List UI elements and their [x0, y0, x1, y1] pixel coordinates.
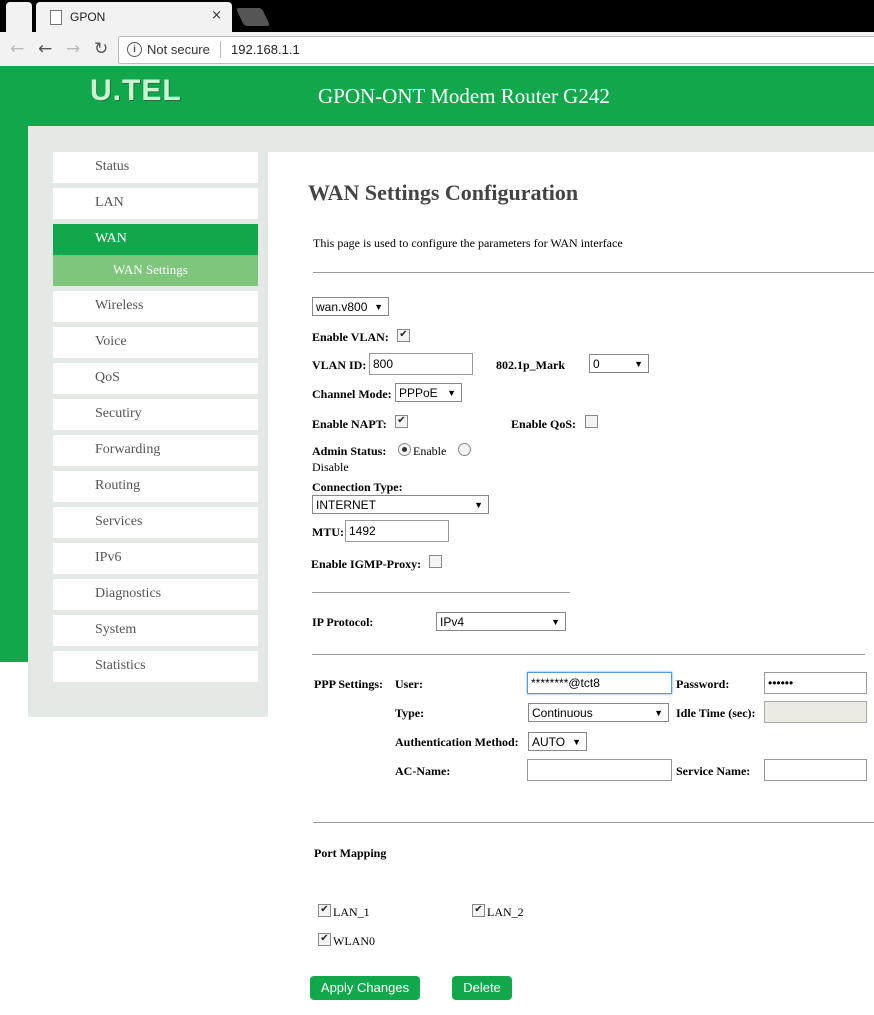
divider	[313, 822, 874, 823]
lan2-label: LAN_2	[487, 905, 524, 919]
password-label: Password:	[676, 677, 730, 691]
close-icon[interactable]: ×	[211, 8, 222, 23]
chevron-down-icon: ▼	[374, 302, 383, 312]
sidebar-item-statistics[interactable]: Statistics	[53, 651, 258, 682]
sidebar-item-status[interactable]: Status	[53, 152, 258, 183]
ip-protocol-select[interactable]	[436, 612, 566, 631]
browser-tab-strip	[0, 0, 874, 32]
chevron-down-icon: ▼	[474, 500, 483, 510]
type-label: Type:	[395, 706, 425, 720]
auth-method-select[interactable]	[528, 732, 587, 751]
auth-method-value: AUTO	[532, 735, 566, 749]
new-tab-button[interactable]	[236, 8, 270, 26]
divider	[312, 654, 865, 655]
sidebar-item-qos[interactable]: QoS	[53, 363, 258, 394]
idle-time-label: Idle Time (sec):	[676, 706, 756, 720]
divider	[312, 592, 570, 593]
vlan-id-label: VLAN ID:	[312, 358, 367, 372]
back-arrow-icon[interactable]: ←	[38, 39, 53, 59]
service-name-input[interactable]	[764, 759, 867, 781]
channel-mode-value: PPPoE	[399, 386, 438, 400]
type-select[interactable]	[528, 703, 669, 722]
admin-status-label: Admin Status:	[312, 444, 387, 458]
sidebar-item-wireless[interactable]: Wireless	[53, 291, 258, 322]
browser-tab[interactable]	[36, 2, 232, 32]
apply-changes-button[interactable]: Apply Changes	[310, 976, 420, 1000]
sidebar-item-security[interactable]: Secutiry	[53, 399, 258, 430]
enable-vlan-label: Enable VLAN:	[312, 330, 389, 344]
divider	[313, 272, 874, 273]
green-side-strip	[0, 126, 28, 662]
router-header	[0, 66, 874, 126]
igmp-proxy-label: Enable IGMP-Proxy:	[311, 557, 422, 571]
enable-napt-checkbox[interactable]: ✔	[395, 415, 408, 428]
admin-disable-radio[interactable]	[458, 443, 471, 456]
user-input[interactable]: ********@tct8	[527, 672, 672, 694]
page-icon	[50, 10, 62, 25]
ip-protocol-value: IPv4	[440, 615, 465, 629]
enable-qos-checkbox[interactable]	[585, 415, 598, 428]
sidebar-item-routing[interactable]: Routing	[53, 471, 258, 502]
enable-qos-label: Enable QoS:	[511, 417, 577, 431]
url-input[interactable]	[118, 36, 874, 64]
chevron-down-icon: ▼	[551, 617, 560, 627]
vlan-id-input[interactable]: 800	[369, 353, 473, 375]
lan1-checkbox[interactable]: ✔	[318, 904, 331, 917]
url-text: 192.168.1.1	[231, 42, 300, 57]
channel-mode-select[interactable]	[395, 383, 462, 402]
sidebar-item-wan[interactable]: WAN	[53, 224, 258, 255]
service-name-label: Service Name:	[676, 764, 751, 778]
page-title: WAN Settings Configuration	[308, 180, 579, 205]
mtu-label: MTU:	[312, 525, 344, 539]
ac-name-label: AC-Name:	[395, 764, 451, 778]
admin-disable-label: Disable	[312, 460, 349, 474]
connection-type-value: INTERNET	[316, 498, 376, 512]
auth-method-label: Authentication Method:	[395, 735, 519, 749]
lan1-label: LAN_1	[333, 905, 370, 919]
channel-mode-label: Channel Mode:	[312, 387, 392, 401]
delete-button[interactable]: Delete	[452, 976, 512, 1000]
info-icon[interactable]: i	[127, 42, 142, 57]
lan2-checkbox[interactable]: ✔	[472, 904, 485, 917]
chevron-down-icon: ▼	[572, 737, 581, 747]
background-tab[interactable]	[6, 2, 32, 32]
mark-select[interactable]	[589, 354, 649, 373]
mark-label: 802.1p_Mark	[496, 358, 565, 372]
main-content	[268, 152, 874, 1015]
sidebar-item-voice[interactable]: Voice	[53, 327, 258, 358]
address-bar	[0, 32, 874, 67]
type-value: Continuous	[532, 706, 593, 720]
igmp-proxy-checkbox[interactable]	[429, 555, 442, 568]
wlan0-label: WLAN0	[333, 934, 375, 948]
connection-type-select[interactable]	[312, 495, 489, 514]
page-description: This page is used to configure the parameters for WAN interface	[313, 236, 623, 250]
reload-icon[interactable]: ↻	[94, 39, 109, 59]
mark-value: 0	[593, 357, 600, 371]
sidebar-item-diagnostics[interactable]: Diagnostics	[53, 579, 258, 610]
grey-top-band	[28, 126, 874, 152]
forward-icon[interactable]: →	[66, 39, 81, 59]
security-label: Not secure	[147, 42, 210, 57]
mtu-input[interactable]: 1492	[345, 520, 449, 542]
sidebar-menu	[53, 152, 258, 687]
ac-name-input[interactable]	[527, 759, 672, 781]
connection-type-label: Connection Type:	[312, 480, 403, 494]
idle-time-input[interactable]	[764, 701, 867, 723]
omnibox-divider	[220, 41, 221, 58]
ppp-settings-label: PPP Settings:	[314, 677, 383, 691]
utel-logo: U.TEL	[90, 74, 182, 107]
port-mapping-label: Port Mapping	[314, 846, 387, 860]
sidebar-item-ipv6[interactable]: IPv6	[53, 543, 258, 574]
chevron-down-icon: ▼	[654, 708, 663, 718]
wan-connection-select[interactable]	[312, 297, 389, 316]
chevron-down-icon: ▼	[447, 388, 456, 398]
sidebar-item-forwarding[interactable]: Forwarding	[53, 435, 258, 466]
enable-napt-label: Enable NAPT:	[312, 417, 387, 431]
enable-vlan-checkbox[interactable]: ✔	[397, 329, 410, 342]
sidebar-item-system[interactable]: System	[53, 615, 258, 646]
chevron-down-icon: ▼	[634, 359, 643, 369]
ip-protocol-label: IP Protocol:	[312, 615, 374, 629]
user-label: User:	[395, 677, 423, 691]
header-title: GPON-ONT Modem Router G242	[318, 84, 610, 108]
admin-enable-radio[interactable]	[398, 443, 411, 456]
wan-connection-value: wan.v800	[316, 300, 368, 314]
back-icon[interactable]: ←	[10, 39, 25, 59]
admin-enable-label: Enable	[413, 444, 447, 458]
sidebar-subitem-wan-settings[interactable]: WAN Settings	[53, 255, 258, 286]
tab-title: GPON	[70, 10, 106, 24]
password-input[interactable]: ••••••	[764, 672, 867, 694]
wlan0-checkbox[interactable]: ✔	[318, 933, 331, 946]
sidebar-item-lan[interactable]: LAN	[53, 188, 258, 219]
sidebar-item-services[interactable]: Services	[53, 507, 258, 538]
